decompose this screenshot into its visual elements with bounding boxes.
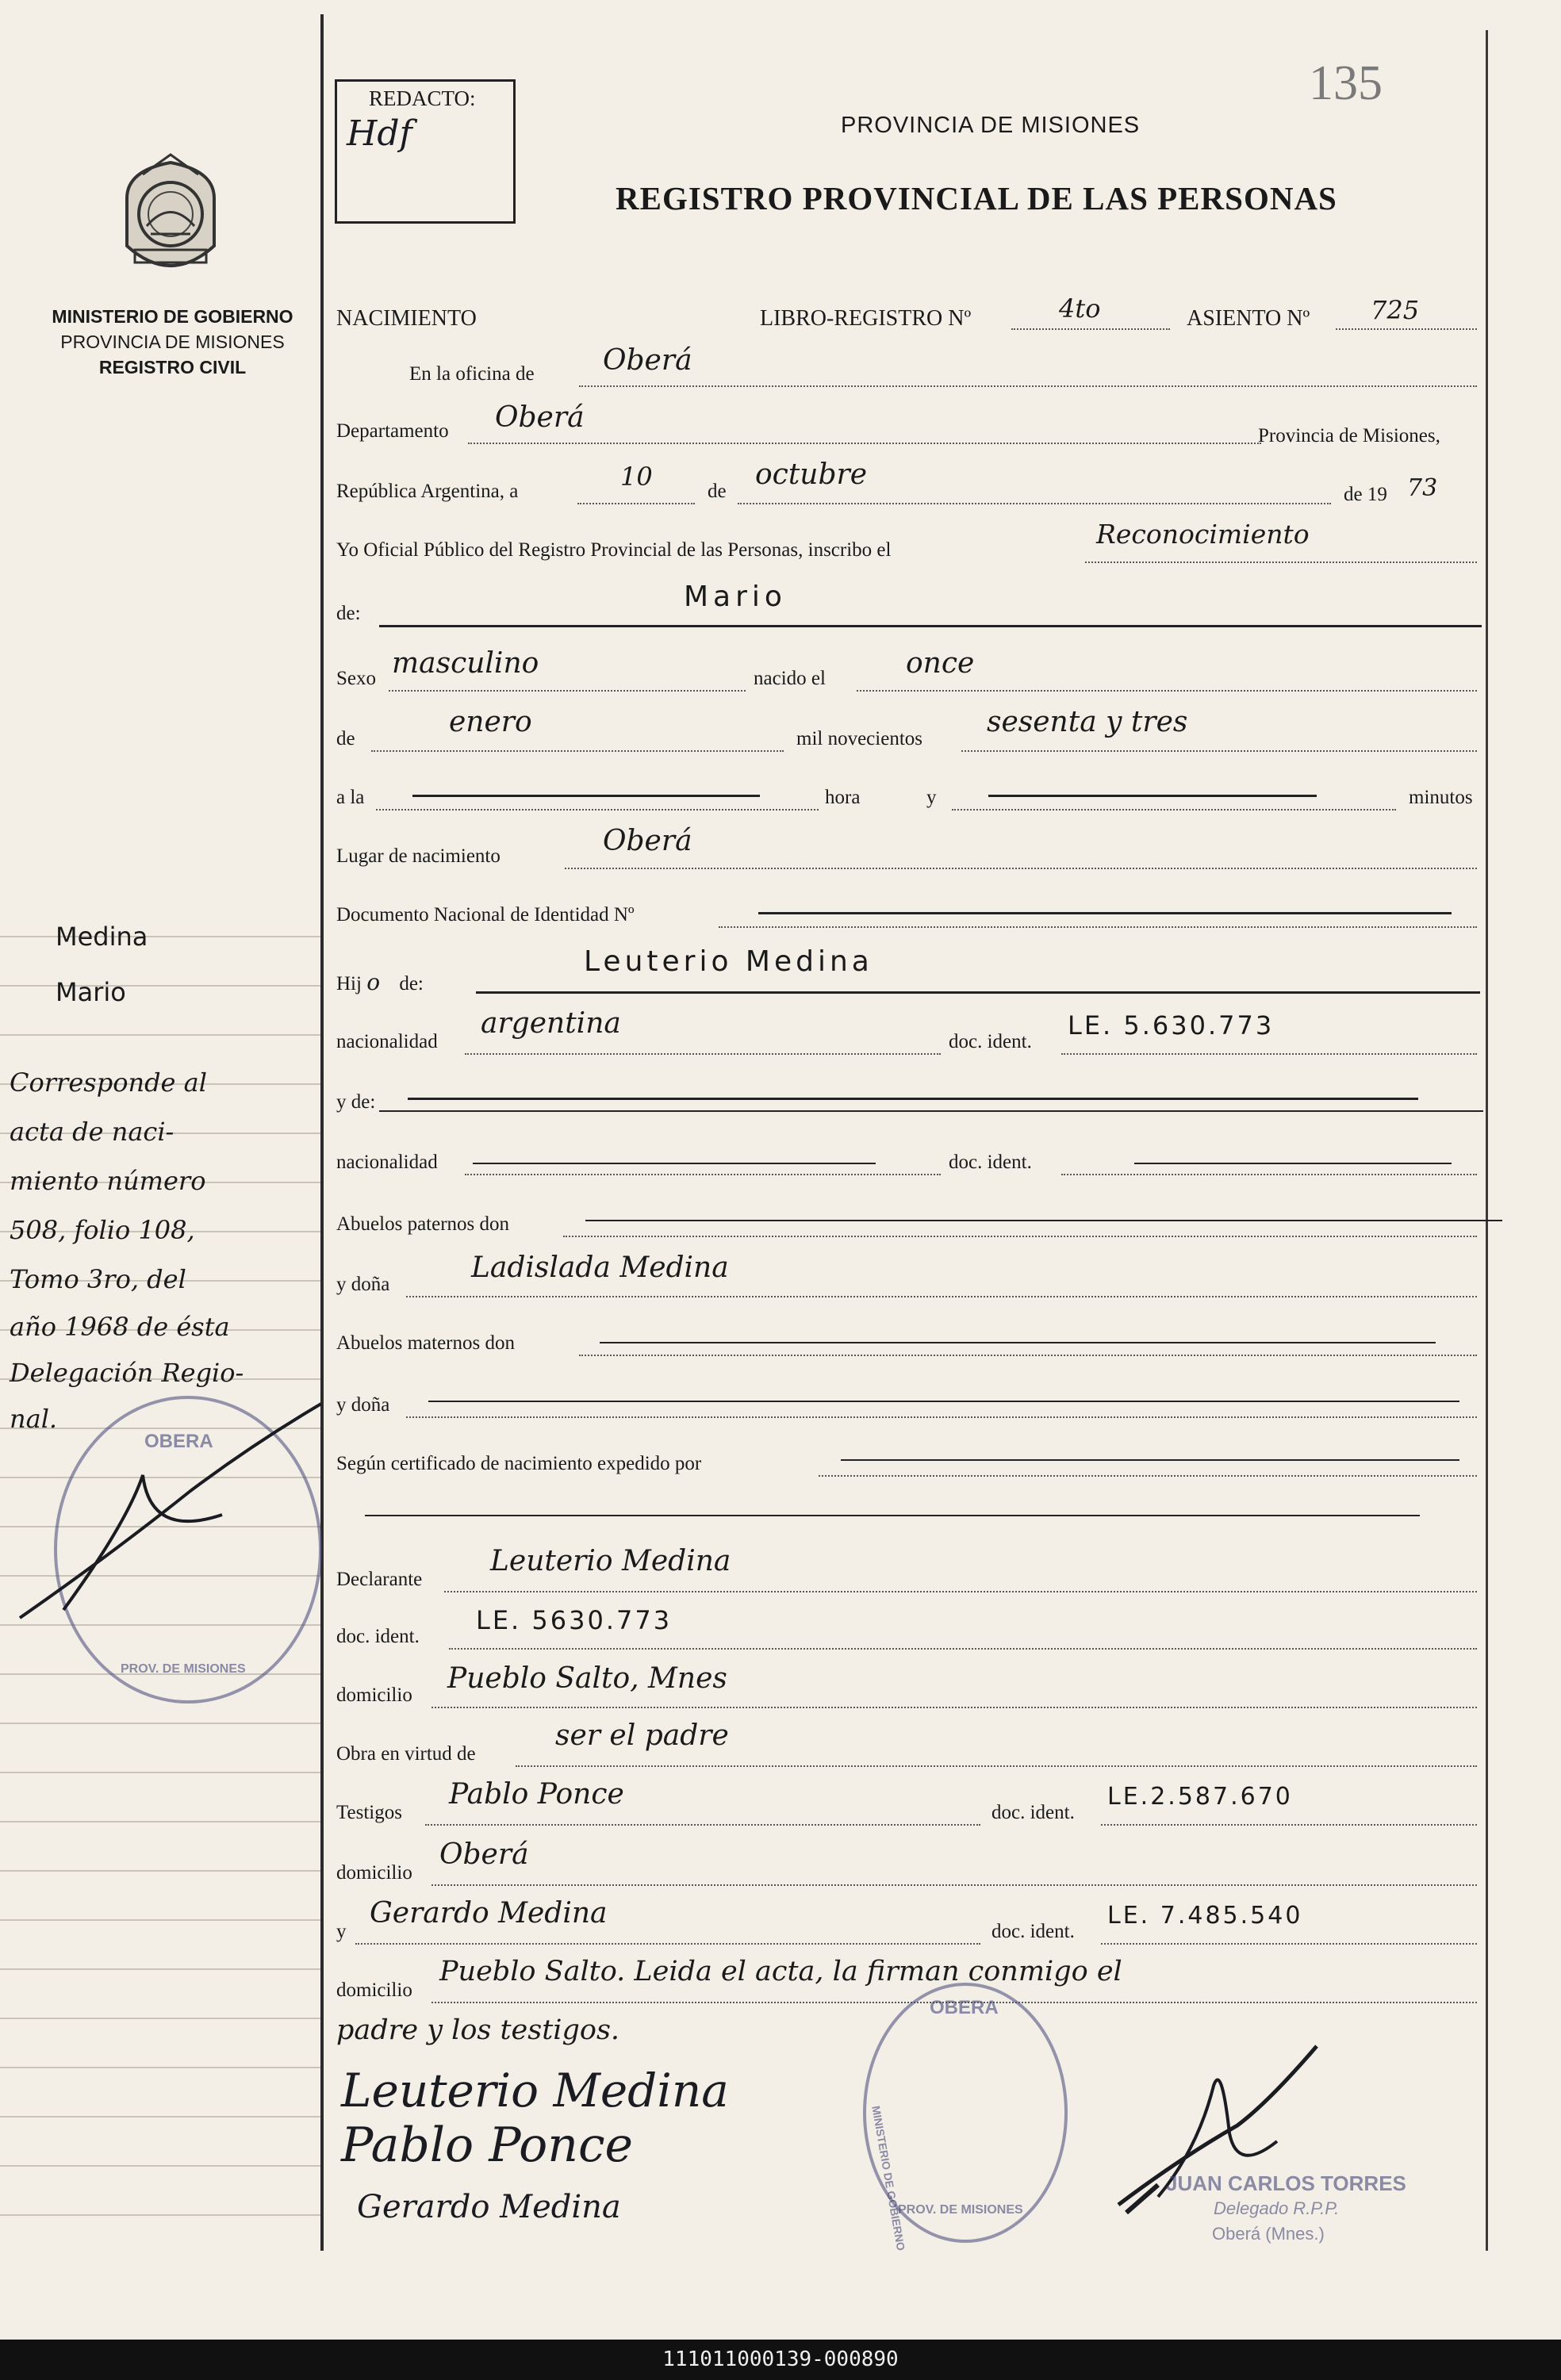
y-label: y [926, 787, 937, 808]
provincia-suffix: Provincia de Misiones, [1258, 425, 1440, 446]
margin-rule [0, 1723, 320, 1724]
docident2-label: doc. ident. [949, 1152, 1032, 1173]
padre-line [476, 991, 1480, 994]
ministry-line3: REGISTRO CIVIL [98, 357, 247, 378]
asiento-label: ASIENTO Nº [1187, 306, 1310, 331]
margin-rule [0, 2116, 320, 2117]
official-title: Delegado R.P.P. [1214, 2198, 1340, 2218]
t1-dom-label: domicilio [336, 1862, 412, 1884]
redacto-signature: Hdf [347, 113, 412, 154]
testigo2-line [355, 1943, 980, 1945]
right-frame-rule [1486, 30, 1488, 2251]
margin-line6: año 1968 de ésta [10, 1312, 230, 1342]
segun-label: Según certificado de nacimiento expedido por [336, 1453, 702, 1474]
t2-dom-label: domicilio [336, 1980, 412, 2001]
round-seal-bottom-text: PROV. DE MISIONES [898, 2203, 1023, 2217]
footer-id: 111011000139-000890 [0, 2340, 1561, 2380]
dia-value: 10 [620, 462, 653, 492]
t1-doc-value: LE.2.587.670 [1107, 1783, 1293, 1811]
margin-rule [0, 2067, 320, 2068]
header-registry: REGISTRO PROVINCIAL DE LAS PERSONAS [616, 180, 1337, 217]
signature-leuterio: Leuterio Medina [341, 2064, 729, 2117]
domicilio-line [431, 1707, 1477, 1708]
minutos-label: minutos [1409, 787, 1473, 808]
hora-dots [376, 809, 819, 811]
nac2-label: nacionalidad [336, 1152, 438, 1173]
margin-line8: nal. [10, 1404, 58, 1434]
sexo-value: masculino [392, 647, 539, 680]
lugar-value: Oberá [603, 825, 692, 857]
margin-line4: 508, folio 108, [10, 1215, 195, 1245]
margin-rule [0, 2165, 320, 2167]
official-name: JUAN CARLOS TORRES [1166, 2171, 1406, 2195]
departamento-line [468, 443, 1261, 444]
docident-value: LE. 5.630.773 [1068, 1010, 1275, 1041]
dni-line [758, 912, 1452, 914]
margin-rule [0, 1821, 320, 1822]
round-seal-inner: MINISTERIO DE GOBIERNO [869, 2105, 908, 2252]
abuelos-p-dots [563, 1236, 1477, 1237]
padre-value: Leuterio Medina [584, 945, 873, 978]
anio-nac-value: sesenta y tres [987, 706, 1188, 738]
margin-rule [0, 1034, 320, 1036]
ydona-label: y doña [336, 1274, 390, 1295]
signature-pablo: Pablo Ponce [341, 2117, 634, 2173]
nombre-line [379, 625, 1482, 627]
hijo-label [336, 969, 424, 995]
margin-line2: acta de naci- [10, 1117, 175, 1147]
hijo-prefix: Hij [336, 973, 362, 995]
minutos-dots [952, 809, 1396, 811]
t1-dom-line [431, 1884, 1477, 1886]
abuelos-m-line [600, 1342, 1436, 1343]
de2-label: de [336, 728, 355, 749]
asiento-line [1336, 328, 1477, 330]
t2-doc-value: LE. 7.485.540 [1107, 1902, 1303, 1930]
ministry-line1: MINISTERIO DE GOBIERNO [52, 306, 293, 327]
testigo1-line [425, 1824, 980, 1826]
nac2-line [473, 1163, 876, 1164]
obra-line [516, 1765, 1477, 1767]
yde-line2 [379, 1110, 1483, 1112]
redacto-box [335, 79, 516, 224]
abuelos-m-label: Abuelos maternos don [336, 1332, 515, 1354]
margin-line7: Delegación Regio- [10, 1358, 244, 1388]
decl-doc-value: LE. 5630.773 [476, 1605, 673, 1635]
sexo-label: Sexo [336, 668, 376, 689]
docident2-dots [1061, 1174, 1477, 1175]
de-label: de [708, 481, 727, 502]
lugar-label: Lugar de nacimiento [336, 845, 501, 867]
testigo1-value: Pablo Ponce [449, 1778, 624, 1811]
t1-doc-line [1101, 1824, 1477, 1826]
round-seal-top: OBERA [930, 1997, 999, 2018]
anio-nac-line [961, 750, 1477, 752]
yde-label: y de: [336, 1091, 376, 1113]
margin-rule [0, 1968, 320, 1970]
hijo-de: de: [399, 973, 424, 995]
segun-line2 [365, 1515, 1420, 1516]
dni-label: Documento Nacional de Identidad Nº [336, 904, 635, 926]
docident-line [1061, 1053, 1477, 1055]
acta-type: NACIMIENTO [336, 306, 477, 331]
mes-nac-value: enero [449, 706, 532, 738]
docident2-line [1134, 1163, 1452, 1164]
departamento-value: Oberá [495, 401, 585, 434]
margin-rule [0, 1772, 320, 1773]
margin-line1: Corresponde al [10, 1067, 207, 1098]
margin-rule [0, 1870, 320, 1872]
redacto-label: REDACTO: [369, 86, 476, 110]
libro-value: 4to [1059, 293, 1101, 324]
mes-value: octubre [755, 458, 868, 491]
inscribo-value: Reconocimiento [1096, 519, 1310, 550]
margin-rule [0, 2214, 320, 2216]
nac-value: argentina [481, 1007, 621, 1040]
libro-label: LIBRO-REGISTRO Nº [760, 306, 972, 331]
decl-doc-label: doc. ident. [336, 1626, 420, 1647]
obra-value: ser el padre [555, 1719, 729, 1752]
testigo2-value: Gerardo Medina [370, 1897, 608, 1930]
nacido-label: nacido el [754, 668, 826, 689]
docident-label: doc. ident. [949, 1031, 1032, 1052]
ydona2-line [428, 1401, 1459, 1402]
ministry-line2: PROVINCIA DE MISIONES [60, 332, 285, 352]
segun-dots [819, 1475, 1477, 1477]
margin-line5: Tomo 3ro, del [10, 1264, 186, 1294]
y2-label: y [336, 1921, 347, 1942]
abuelos-p-line [585, 1220, 1502, 1221]
margin-seal-top: OBERA [144, 1431, 213, 1452]
sexo-line [389, 690, 746, 692]
abuela-p-value: Ladislada Medina [471, 1251, 729, 1284]
round-seal-bottom [863, 1983, 1068, 2252]
anio-value: 73 [1407, 474, 1438, 502]
header-province: PROVINCIA DE MISIONES [841, 113, 1141, 138]
inscribo-line [1085, 561, 1477, 563]
ydona2-dots [406, 1416, 1477, 1418]
official-place: Oberá (Mnes.) [1212, 2224, 1325, 2244]
lugar-line [565, 868, 1477, 869]
domicilio-value: Pueblo Salto, Mnes [447, 1662, 727, 1695]
dia-line [577, 503, 695, 504]
libro-line [1011, 328, 1170, 330]
anio-label: de 19 [1344, 484, 1387, 505]
mil-label: mil novecientos [796, 728, 922, 749]
nac-line [465, 1053, 941, 1055]
margin-rule [0, 936, 320, 937]
nombre-value: Mario [684, 581, 787, 613]
page-number: 135 [1309, 56, 1383, 110]
ydona2-label: y doña [336, 1394, 390, 1416]
mes-nac-line [371, 750, 784, 752]
t2-doc-line [1101, 1943, 1477, 1945]
domicilio-label: domicilio [336, 1684, 412, 1706]
t2-dom-value: Pueblo Salto. Leida el acta, la firman conmigo el [439, 1956, 1122, 1987]
coat-of-arms-seal [111, 151, 230, 286]
margin-line3: miento número [10, 1166, 206, 1196]
nac2-dots [465, 1174, 941, 1175]
mes-line [738, 503, 1331, 504]
hijo-suffix: o [366, 969, 381, 995]
testigos-label: Testigos [336, 1802, 402, 1823]
margin-seal-bottom: PROV. DE MISIONES [121, 1662, 246, 1676]
declarante-label: Declarante [336, 1569, 423, 1590]
departamento-label: Departamento [336, 420, 449, 442]
margin-rule [0, 1919, 320, 1921]
signature-gerardo: Gerardo Medina [357, 2189, 621, 2225]
nacido-line [857, 690, 1477, 692]
margin-rule [0, 985, 320, 987]
oficina-line [579, 385, 1477, 387]
obra-label: Obra en virtud de [336, 1743, 476, 1765]
asiento-value: 725 [1371, 295, 1420, 325]
yde-line1 [408, 1098, 1418, 1100]
abuelos-p-label: Abuelos paternos don [336, 1213, 510, 1235]
nacido-value: once [906, 647, 975, 680]
hora-label: hora [825, 787, 861, 808]
segun-line [841, 1459, 1459, 1461]
oficina-label: En la oficina de [409, 363, 535, 385]
minutos-line [988, 795, 1317, 797]
ala-label: a la [336, 787, 365, 808]
margin-signature-stroke [16, 1396, 325, 1634]
margin-rule [0, 2018, 320, 2019]
continuation-line: padre y los testigos. [336, 2014, 620, 2046]
ydona-line [406, 1296, 1477, 1297]
oficina-value: Oberá [603, 344, 692, 377]
declarante-line [444, 1591, 1477, 1592]
oficial-text: Yo Oficial Público del Registro Provincial de las Personas, inscribo el [336, 539, 892, 561]
republica-label: República Argentina, a [336, 481, 519, 502]
t1-doc-label: doc. ident. [991, 1802, 1075, 1823]
margin-name1: Medina [56, 922, 148, 952]
hora-line [412, 795, 760, 797]
t1-dom-value: Oberá [439, 1838, 529, 1871]
dni-dots [719, 926, 1477, 928]
decl-doc-line [449, 1648, 1477, 1650]
margin-name2: Mario [56, 977, 126, 1007]
declarante-value: Leuterio Medina [490, 1545, 731, 1577]
abuelos-m-dots [579, 1355, 1477, 1356]
nombre-de-label: de: [336, 603, 361, 624]
t2-doc-label: doc. ident. [991, 1921, 1075, 1942]
nac-label: nacionalidad [336, 1031, 438, 1052]
